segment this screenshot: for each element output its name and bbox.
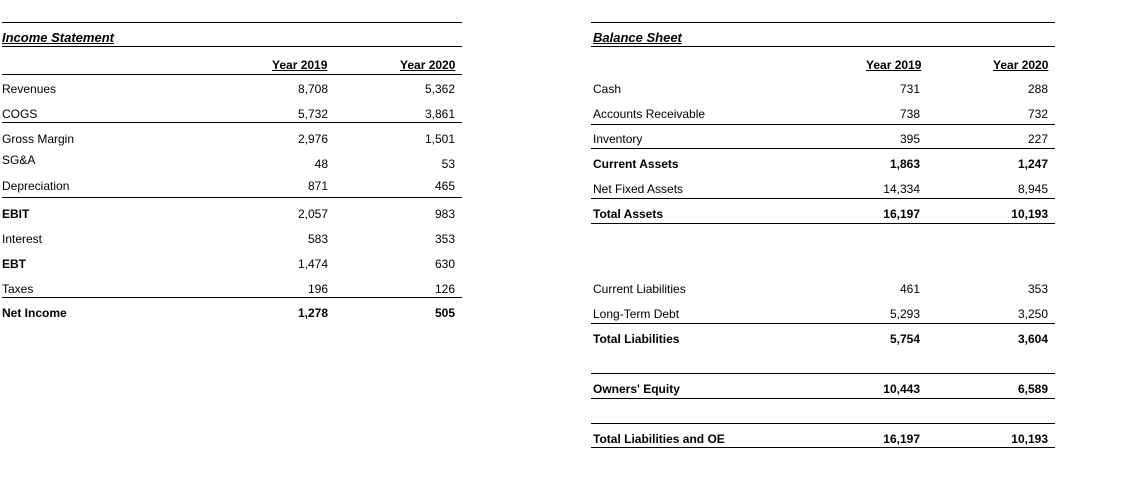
is-row-2019: 1,278 — [297, 306, 328, 320]
bs-rule-inv — [591, 148, 1055, 149]
is-row-label: EBT — [2, 257, 26, 271]
bs-row-2019: 5,754 — [889, 332, 920, 346]
is-row-label: COGS — [2, 107, 38, 121]
bs-row-2020: 10,193 — [1011, 207, 1048, 221]
bs-row-2019: 16,197 — [883, 207, 920, 221]
is-col-2019: Year 2019 — [272, 58, 328, 72]
bs-row-label: Inventory — [593, 132, 643, 146]
bs-row-label: Total Liabilities and OE — [593, 432, 725, 446]
bs-row-2019: 461 — [899, 282, 920, 296]
bs-row-2020: 3,250 — [1017, 307, 1048, 321]
bs-rule-oe-top — [591, 373, 1055, 374]
is-row-2020: 465 — [434, 179, 455, 193]
is-row-2020: 53 — [441, 157, 455, 171]
is-row-2020: 1,501 — [424, 132, 455, 146]
bs-title-rule — [591, 46, 1055, 47]
is-row-2019: 8,708 — [297, 82, 328, 96]
is-row-2020: 3,861 — [424, 107, 455, 121]
is-row-2020: 126 — [434, 282, 455, 296]
is-title: Income Statement — [2, 30, 114, 45]
bs-row-2020: 732 — [1027, 107, 1048, 121]
bs-row-2019: 731 — [899, 82, 920, 96]
is-row-2020: 5,362 — [424, 82, 455, 96]
is-row-2019: 5,732 — [297, 107, 328, 121]
bs-row-2020: 3,604 — [1017, 332, 1048, 346]
is-row-label: Taxes — [2, 282, 34, 296]
is-col-2020: Year 2020 — [400, 58, 456, 72]
bs-col-2019: Year 2019 — [866, 58, 922, 72]
is-row-label: Net Income — [2, 306, 67, 320]
bs-row-2019: 395 — [899, 132, 920, 146]
bs-row-label: Owners' Equity — [593, 382, 680, 396]
is-row-2020: 630 — [434, 257, 455, 271]
is-row-2019: 48 — [314, 157, 328, 171]
bs-row-2019: 14,334 — [883, 182, 920, 196]
bs-row-label: Total Liabilities — [593, 332, 680, 346]
bs-row-2020: 353 — [1027, 282, 1048, 296]
bs-row-label: Accounts Receivable — [593, 107, 706, 121]
bs-row-2019: 738 — [899, 107, 920, 121]
is-row-2019: 2,976 — [297, 132, 328, 146]
bs-row-2019: 10,443 — [883, 382, 920, 396]
bs-row-label: Total Assets — [593, 207, 664, 221]
is-row-2020: 505 — [434, 306, 455, 320]
bs-title: Balance Sheet — [593, 30, 682, 45]
bs-row-2019: 1,863 — [889, 157, 920, 171]
is-row-2019: 196 — [307, 282, 328, 296]
bs-rule-ar — [591, 124, 1055, 125]
is-row-2019: 1,474 — [297, 257, 328, 271]
is-row-label: Interest — [2, 232, 43, 246]
bs-row-2020: 6,589 — [1017, 382, 1048, 396]
bs-row-label: Net Fixed Assets — [593, 182, 684, 196]
bs-rule-nfa — [591, 198, 1055, 199]
bs-row-2020: 10,193 — [1011, 432, 1048, 446]
bs-rule-ltd — [591, 323, 1055, 324]
bs-row-2020: 288 — [1027, 82, 1048, 96]
bs-row-2019: 5,293 — [889, 307, 920, 321]
bs-rule-tloe-bottom — [591, 447, 1055, 448]
is-row-label: EBIT — [2, 207, 30, 221]
is-row-label: Depreciation — [2, 179, 70, 193]
is-row-2019: 2,057 — [297, 207, 328, 221]
bs-rule-ta — [591, 223, 1055, 224]
bs-row-2019: 16,197 — [883, 432, 920, 446]
bs-row-2020: 1,247 — [1017, 157, 1048, 171]
bs-rule-oe-bottom — [591, 398, 1055, 399]
bs-row-label: Long-Term Debt — [593, 307, 680, 321]
is-row-label: Gross Margin — [2, 132, 75, 146]
is-row-2019: 583 — [307, 232, 328, 246]
is-row-label: Revenues — [2, 82, 57, 96]
bs-row-label: Current Assets — [593, 157, 679, 171]
is-row-2019: 871 — [307, 179, 328, 193]
bs-row-label: Cash — [593, 82, 622, 96]
bs-rule-tloe-top — [591, 423, 1055, 424]
is-row-label: SG&A — [2, 153, 36, 167]
bs-row-label: Current Liabilities — [593, 282, 686, 296]
bs-row-2020: 8,945 — [1017, 182, 1048, 196]
is-row-2020: 353 — [434, 232, 455, 246]
bs-top-rule — [591, 22, 1055, 23]
bs-col-2020: Year 2020 — [993, 58, 1049, 72]
is-row-2020: 983 — [434, 207, 455, 221]
bs-row-2020: 227 — [1027, 132, 1048, 146]
